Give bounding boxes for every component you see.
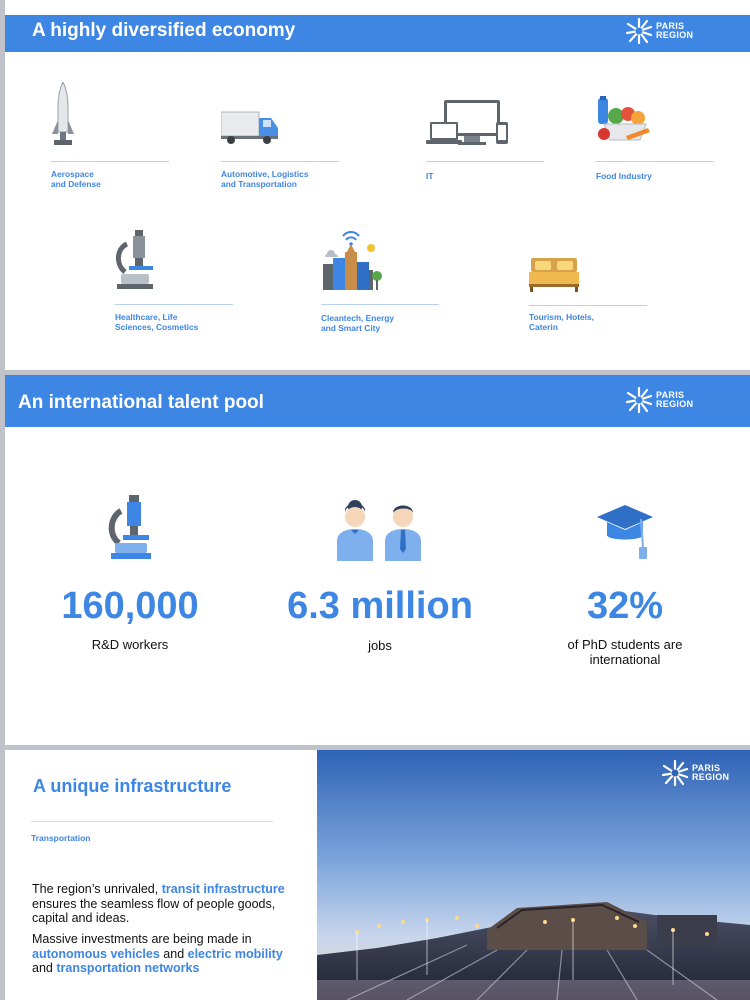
microscope-icon [107, 495, 155, 561]
stat-label: R&D workers [91, 637, 169, 652]
slide-economy: A highly diversified economy PARIS REGION Aerospace and Defense Automotive, Logistics and Transportation IT Food Industry Healthcare, Life Sciences, Cosmetics Cleantech, Energy and Smart City Tourism, Hotels, Caterin [5, 0, 750, 370]
smart-city-icon [321, 226, 385, 290]
slide-title: A unique infrastructure [33, 776, 232, 796]
paris-region-logo: PARIS REGION [661, 759, 729, 787]
bed-icon [529, 256, 579, 292]
sun-rays-icon [661, 759, 689, 787]
graduation-cap-icon [595, 503, 655, 561]
header-bar [5, 375, 750, 427]
sun-rays-icon [625, 17, 653, 45]
stat-value: 6.3 million [287, 585, 473, 627]
truck-icon [221, 108, 281, 148]
slide-talent [5, 375, 750, 745]
slide-title: A highly diversified economy [32, 20, 296, 41]
stat-label: jobs [368, 638, 392, 653]
microscope-icon [115, 230, 155, 290]
paris-region-logo: PARIS REGION [625, 386, 693, 414]
train-station-photo [317, 750, 750, 1000]
devices-icon [426, 98, 514, 148]
food-basket-icon [596, 96, 652, 146]
rocket-icon [51, 82, 75, 148]
divider [31, 821, 273, 822]
paragraph-transit: The region’s unrivaled, transit infrastructure ensures the seamless flow of people goods, capital and ideas. [32, 882, 285, 925]
sun-rays-icon [625, 386, 653, 414]
paragraph-investments: Massive investments are being made in autonomous vehicles and electric mobility and transportation networks [32, 932, 283, 975]
paris-region-logo: PARIS REGION [625, 17, 693, 45]
people-icon [335, 497, 425, 563]
stat-label: of PhD students are international [567, 637, 683, 667]
slide-title: An international talent pool [18, 392, 264, 413]
header-bar [5, 15, 750, 52]
slide-infrastructure [5, 750, 750, 1000]
stat-value: 160,000 [61, 585, 199, 627]
section-subtitle: Transportation [31, 833, 91, 843]
stat-value: 32% [586, 585, 664, 627]
